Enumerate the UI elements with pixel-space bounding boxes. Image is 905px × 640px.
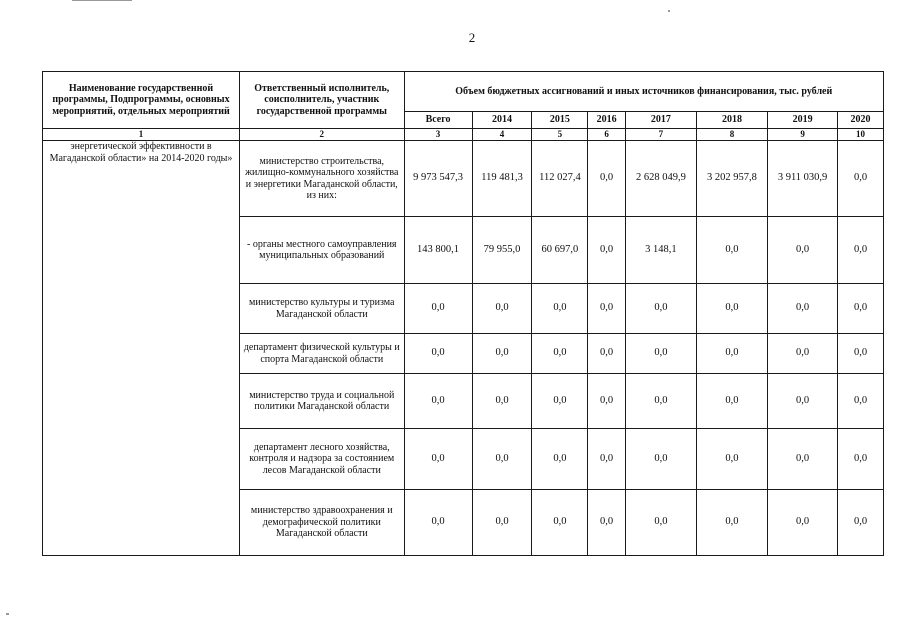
value-2017: 0,0 <box>625 334 696 374</box>
column-number: 4 <box>472 129 532 141</box>
value-2016: 0,0 <box>588 490 626 556</box>
value-2014: 0,0 <box>472 284 532 334</box>
value-2014: 119 481,3 <box>472 141 532 217</box>
scan-artifact <box>72 0 132 1</box>
value-total: 0,0 <box>404 490 472 556</box>
column-number: 9 <box>768 129 838 141</box>
header-executor: Ответственный исполнитель, соисполнитель, участник государственной программы <box>240 72 405 129</box>
header-program-name: Наименование государственной программы, Подпрограммы, основных мероприятий, отдельных мероприятий <box>43 72 240 129</box>
value-2017: 0,0 <box>625 429 696 490</box>
value-2019: 0,0 <box>768 284 838 334</box>
value-2017: 2 628 049,9 <box>625 141 696 217</box>
value-2016: 0,0 <box>588 429 626 490</box>
value-2015: 0,0 <box>532 429 588 490</box>
value-2019: 3 911 030,9 <box>768 141 838 217</box>
value-2020: 0,0 <box>838 374 884 429</box>
value-2019: 0,0 <box>768 490 838 556</box>
budget-allocation-table <box>42 71 884 556</box>
value-2014: 79 955,0 <box>472 217 532 284</box>
value-2020: 0,0 <box>838 490 884 556</box>
executor-cell: министерство культуры и туризма Магаданской области <box>240 284 405 334</box>
value-2019: 0,0 <box>768 217 838 284</box>
column-number: 6 <box>588 129 626 141</box>
value-2020: 0,0 <box>838 141 884 217</box>
value-total: 0,0 <box>404 429 472 490</box>
page-number: 2 <box>468 30 476 45</box>
header-year-2020: 2020 <box>838 112 884 129</box>
value-2018: 0,0 <box>696 429 767 490</box>
column-number: 10 <box>838 129 884 141</box>
executor-cell: министерство здравоохранения и демографической политики Магаданской области <box>240 490 405 556</box>
value-2020: 0,0 <box>838 334 884 374</box>
value-2015: 0,0 <box>532 490 588 556</box>
value-2018: 0,0 <box>696 284 767 334</box>
column-number: 1 <box>43 129 240 141</box>
value-2020: 0,0 <box>838 429 884 490</box>
value-2017: 3 148,1 <box>625 217 696 284</box>
value-total: 0,0 <box>404 374 472 429</box>
value-2017: 0,0 <box>625 374 696 429</box>
value-2018: 0,0 <box>696 374 767 429</box>
value-2014: 0,0 <box>472 490 532 556</box>
header-year-2019: 2019 <box>768 112 838 129</box>
value-2020: 0,0 <box>838 217 884 284</box>
header-funding: Объем бюджетных ассигнований и иных источников финансирования, тыс. рублей <box>404 72 883 112</box>
executor-cell: министерство строительства, жилищно-коммунального хозяйства и энергетики Магаданской области, из них: <box>240 141 405 217</box>
column-number: 7 <box>625 129 696 141</box>
value-2015: 0,0 <box>532 334 588 374</box>
value-total: 9 973 547,3 <box>404 141 472 217</box>
value-2017: 0,0 <box>625 284 696 334</box>
header-year-2018: 2018 <box>696 112 767 129</box>
value-2018: 0,0 <box>696 217 767 284</box>
value-2016: 0,0 <box>588 374 626 429</box>
value-2015: 0,0 <box>532 284 588 334</box>
executor-cell: министерство труда и социальной политики Магаданской области <box>240 374 405 429</box>
scan-artifact <box>6 613 9 615</box>
value-2020: 0,0 <box>838 284 884 334</box>
value-2016: 0,0 <box>588 217 626 284</box>
program-name-cell: энергетической эффективности в Магаданской области» на 2014-2020 годы» <box>43 141 240 556</box>
header-year-2016: 2016 <box>588 112 626 129</box>
value-2019: 0,0 <box>768 429 838 490</box>
value-2016: 0,0 <box>588 284 626 334</box>
value-2015: 0,0 <box>532 374 588 429</box>
header-year-2014: 2014 <box>472 112 532 129</box>
value-2019: 0,0 <box>768 334 838 374</box>
column-number: 5 <box>532 129 588 141</box>
value-2016: 0,0 <box>588 334 626 374</box>
column-number-row <box>43 129 884 141</box>
value-2018: 3 202 957,8 <box>696 141 767 217</box>
column-number: 2 <box>240 129 405 141</box>
value-2019: 0,0 <box>768 374 838 429</box>
value-total: 143 800,1 <box>404 217 472 284</box>
value-2014: 0,0 <box>472 374 532 429</box>
value-2015: 60 697,0 <box>532 217 588 284</box>
header-year-2017: 2017 <box>625 112 696 129</box>
table-row <box>43 141 884 217</box>
executor-cell: департамент физической культуры и спорта Магаданской области <box>240 334 405 374</box>
executor-cell: - органы местного самоуправления муниципальных образований <box>240 217 405 284</box>
value-2017: 0,0 <box>625 490 696 556</box>
value-2014: 0,0 <box>472 334 532 374</box>
scan-artifact <box>668 10 670 12</box>
value-2016: 0,0 <box>588 141 626 217</box>
value-2014: 0,0 <box>472 429 532 490</box>
executor-cell: департамент лесного хозяйства, контроля и надзора за состоянием лесов Магаданской области <box>240 429 405 490</box>
value-total: 0,0 <box>404 284 472 334</box>
column-number: 3 <box>404 129 472 141</box>
header-year-total: Всего <box>404 112 472 129</box>
column-number: 8 <box>696 129 767 141</box>
value-2015: 112 027,4 <box>532 141 588 217</box>
value-2018: 0,0 <box>696 334 767 374</box>
value-2018: 0,0 <box>696 490 767 556</box>
value-total: 0,0 <box>404 334 472 374</box>
header-year-2015: 2015 <box>532 112 588 129</box>
